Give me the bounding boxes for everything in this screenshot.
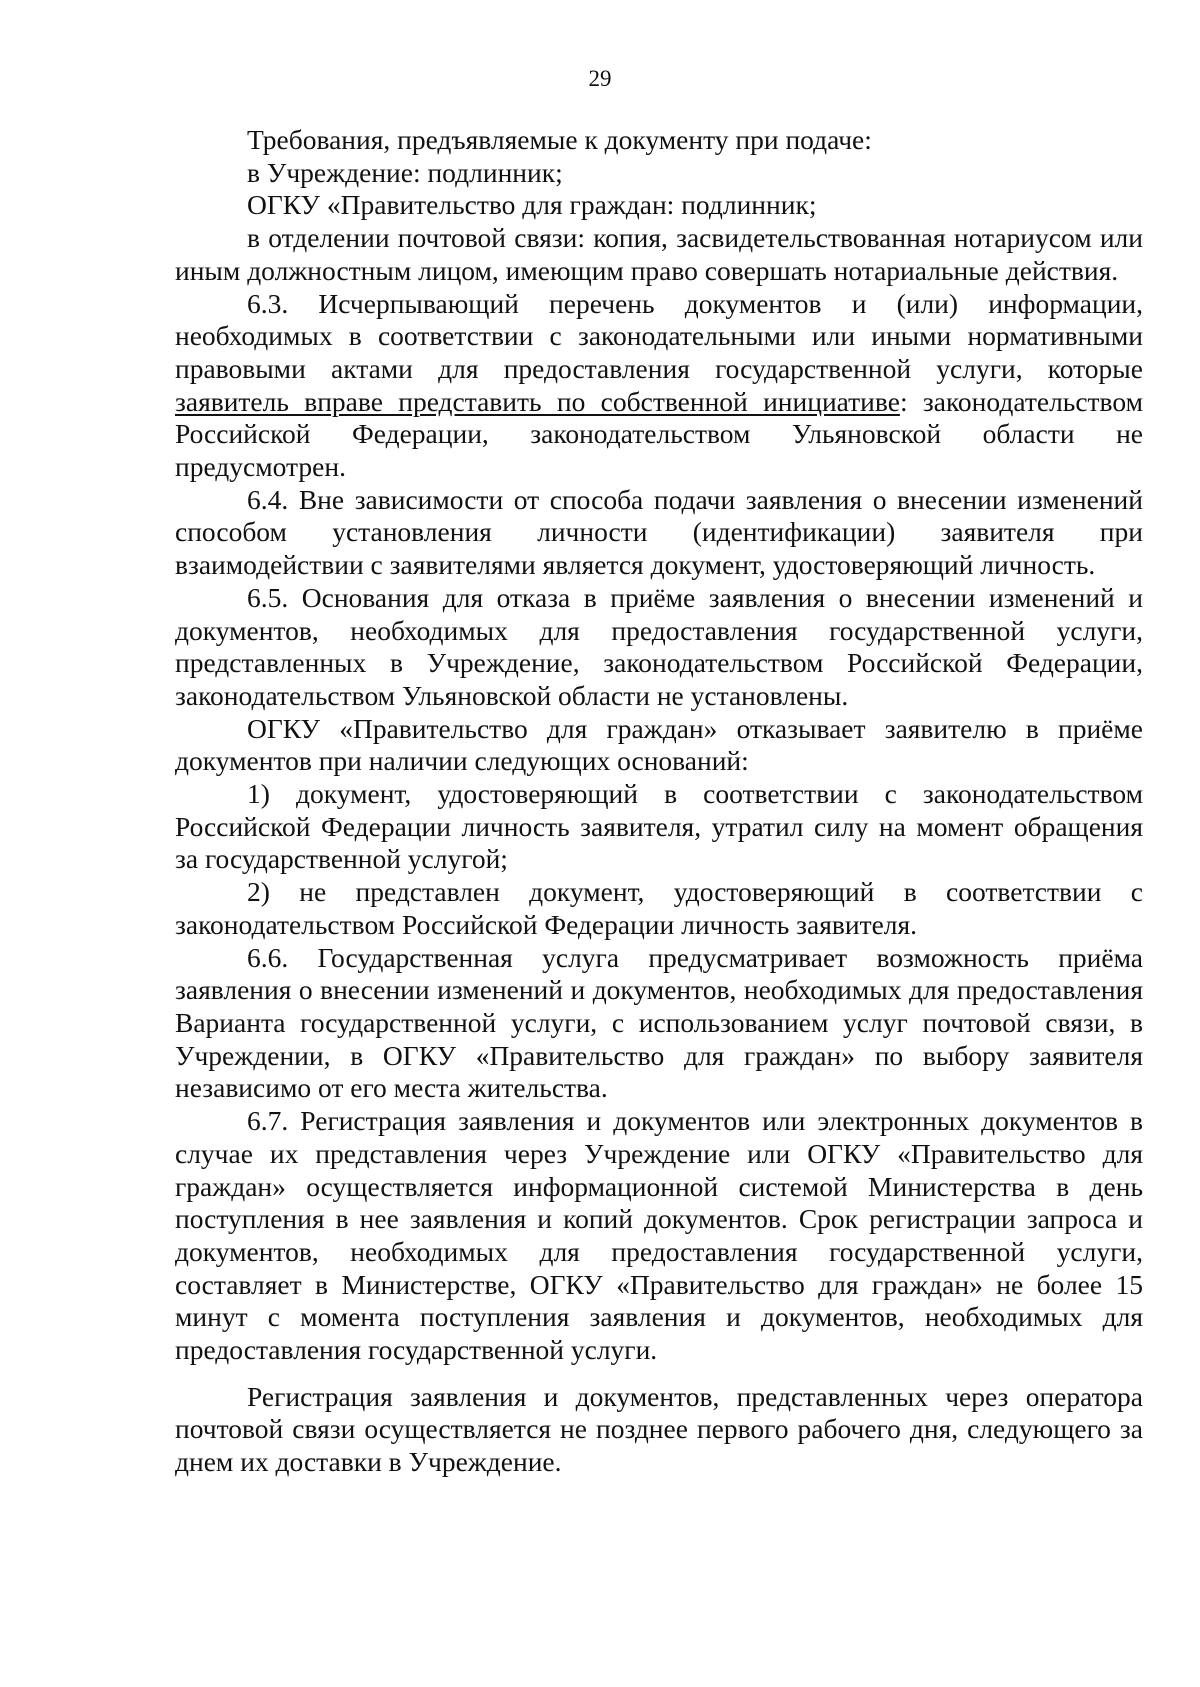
paragraph-requirements: Требования, предъявляемые к документу при подаче: [247, 124, 872, 155]
paragraph-refusal-reason-1: 1) документ, удостоверяющий в соответствии с законодательством Российской Федерации личность заявителя, утратил силу на момент обращения за государственной услугой; [175, 778, 1143, 875]
paragraph-6-4: 6.4. Вне зависимости от способа подачи заявления о внесении изменений способом установления личности (идентификации) заявителя при взаимодействии с заявителями является документ, удостоверяющий личность. [175, 483, 1143, 581]
paragraph-6-5: 6.5. Основания для отказа в приёме заявления о внесении изменений и документов, необходимых для предоставления государственной услуги, представленных в Учреждение, законодательством Российской Федерации, законодательством Ульяновской области не установлены. [175, 581, 1143, 711]
paragraph-6-3-text-after: : законодательством Российской Федерации, законодательством Ульяновской области не предусмотрен. [175, 385, 1143, 483]
paragraph-post-office-copy: в отделении почтовой связи: копия, засвидетельствованная нотариусом или иным должностным лицом, имеющим право совершать нотариальные действия. [175, 222, 1143, 286]
paragraph-institution-original: в Учреждение: подлинник; [247, 156, 563, 188]
paragraph-6-6: 6.6. Государственная услуга предусматривает возможность приёма заявления о внесении изменений и документов, необходимых для предоставления Варианта государственной услуги, с использованием услуг почтовой связи, в Учреждении, в ОГКУ «Правительство для граждан» по выбору заявителя независимо от его места жительства. [175, 941, 1143, 1104]
paragraph-6-3-underlined-text: заявитель вправе представить по собственной инициативе [175, 385, 900, 417]
page-number: 29 [588, 66, 612, 91]
paragraph-ogku-refusal: ОГКУ «Правительство для граждан» отказывает заявителю в приёме документов при наличии следующих оснований: [175, 712, 1143, 777]
paragraph-ogku-original: ОГКУ «Правительство для граждан: подлинник; [247, 189, 817, 221]
paragraph-6-3-text-before: 6.3. Исчерпывающий перечень документов и (или) информации, необходимых в соответствии с законодательными или иными нормативными правовыми актами для предоставления государственной услуги, которые [175, 287, 1143, 384]
paragraph-refusal-reason-2: 2) не представлен документ, удостоверяющий в соответствии с законодательством Российской Федерации личность заявителя. [175, 876, 1143, 940]
paragraph-postal-registration: Регистрация заявления и документов, представленных через оператора почтовой связи осуществляется не позднее первого рабочего дня, следующего за днем их доставки в Учреждение. [175, 1380, 1143, 1478]
document-body [175, 124, 1143, 1479]
paragraph-6-3 [175, 288, 1143, 484]
paragraph-6-7: 6.7. Регистрация заявления и документов или электронных документов в случае их представления через Учреждение или ОГКУ «Правительство для граждан» осуществляется информационной системой Министерства в день поступления в нее заявления и копий документов. Срок регистрации запроса и документов, необходимых для предоставления государственной услуги, составляет в Министерстве, ОГКУ «Правительство для граждан» не более 15 минут с момента поступления заявления и документов, необходимых для предоставления государственной услуги. [175, 1105, 1143, 1366]
